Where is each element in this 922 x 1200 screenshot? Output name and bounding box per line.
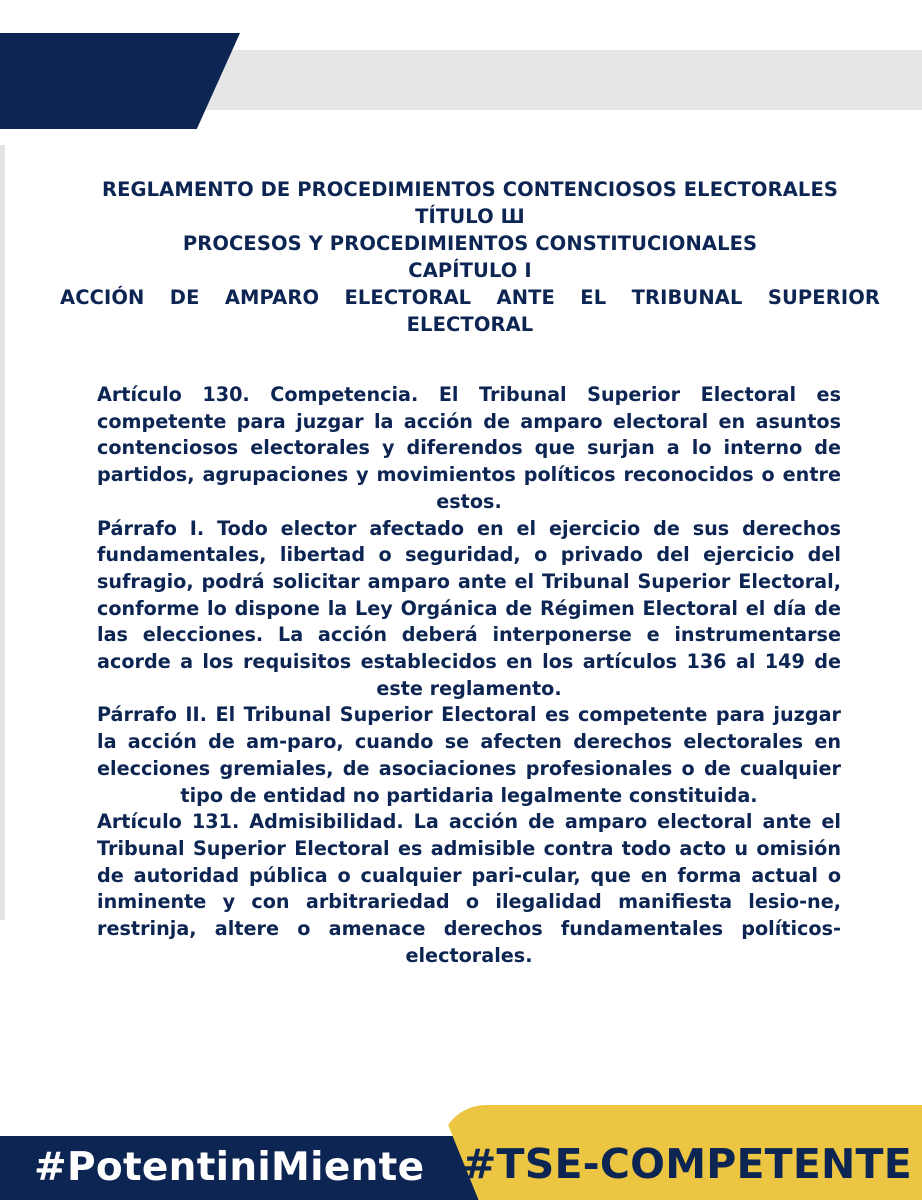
paragraph-1: Párrafo I. Todo elector afectado en el ejercicio de sus derechos fundamentales, libertad o seguridad, o privado del ejercicio del sufragio, podrá solicitar amparo ante el Tribunal Superior Electoral, conforme lo dispone la Ley Orgánica de Régimen Electoral el día de las elecciones. La acción deberá interponerse e instrumentarse acorde a los requisitos establecidos en los artículos 136 al 149 de este reglamento. bbox=[97, 516, 841, 700]
paragraph-2: Párrafo II. El Tribunal Superior Electoral es competente para juzgar la acción de am-paro, cuando se afecten derechos electorales en elecciones gremiales, de asociaciones profesionales o de cualquier tipo de entidad no partidaria legalmente constituida. bbox=[97, 703, 841, 807]
header-navy-tab bbox=[0, 33, 240, 129]
document-heading bbox=[60, 176, 880, 338]
heading-regulation-title: REGLAMENTO DE PROCEDIMIENTOS CONTENCIOSOS ELECTORALES bbox=[101, 178, 839, 201]
article-131: Artículo 131. Admisibilidad. La acción de amparo electoral ante el Tribunal Superior Electoral es admisible contra todo acto u omisión de autoridad pública o cualquier pari-cular, que en forma actual o inminente y con arbitrariedad o ilegalidad manifiesta lesio-ne, restrinja, altere o amenace derechos fundamentales políticos-electorales. bbox=[97, 810, 841, 967]
heading-chapter-number: CAPÍTULO I bbox=[408, 259, 532, 282]
left-border-line bbox=[0, 145, 5, 920]
document-body bbox=[97, 382, 841, 969]
heading-title-number: TÍTULO Ш bbox=[415, 205, 525, 228]
footer-left-hashtag: #PotentiniMiente bbox=[34, 1145, 425, 1190]
heading-chapter-name: ACCIÓN DE AMPARO ELECTORAL ANTE EL TRIBUNAL SUPERIOR bbox=[60, 286, 880, 309]
footer-right-hashtag: #TSE-COMPETENTE bbox=[462, 1140, 912, 1188]
header-gray-band bbox=[180, 50, 922, 110]
heading-chapter-name-end: ELECTORAL bbox=[406, 313, 534, 336]
article-130: Artículo 130. Competencia. El Tribunal Superior Electoral es competente para juzgar la acción de amparo electoral en asuntos contenciosos electorales y diferendos que surjan a lo interno de partidos, agrupaciones y movimientos políticos reconocidos o entre estos. bbox=[97, 383, 841, 513]
heading-title-name: PROCESOS Y PROCEDIMIENTOS CONSTITUCIONALES bbox=[182, 232, 758, 255]
